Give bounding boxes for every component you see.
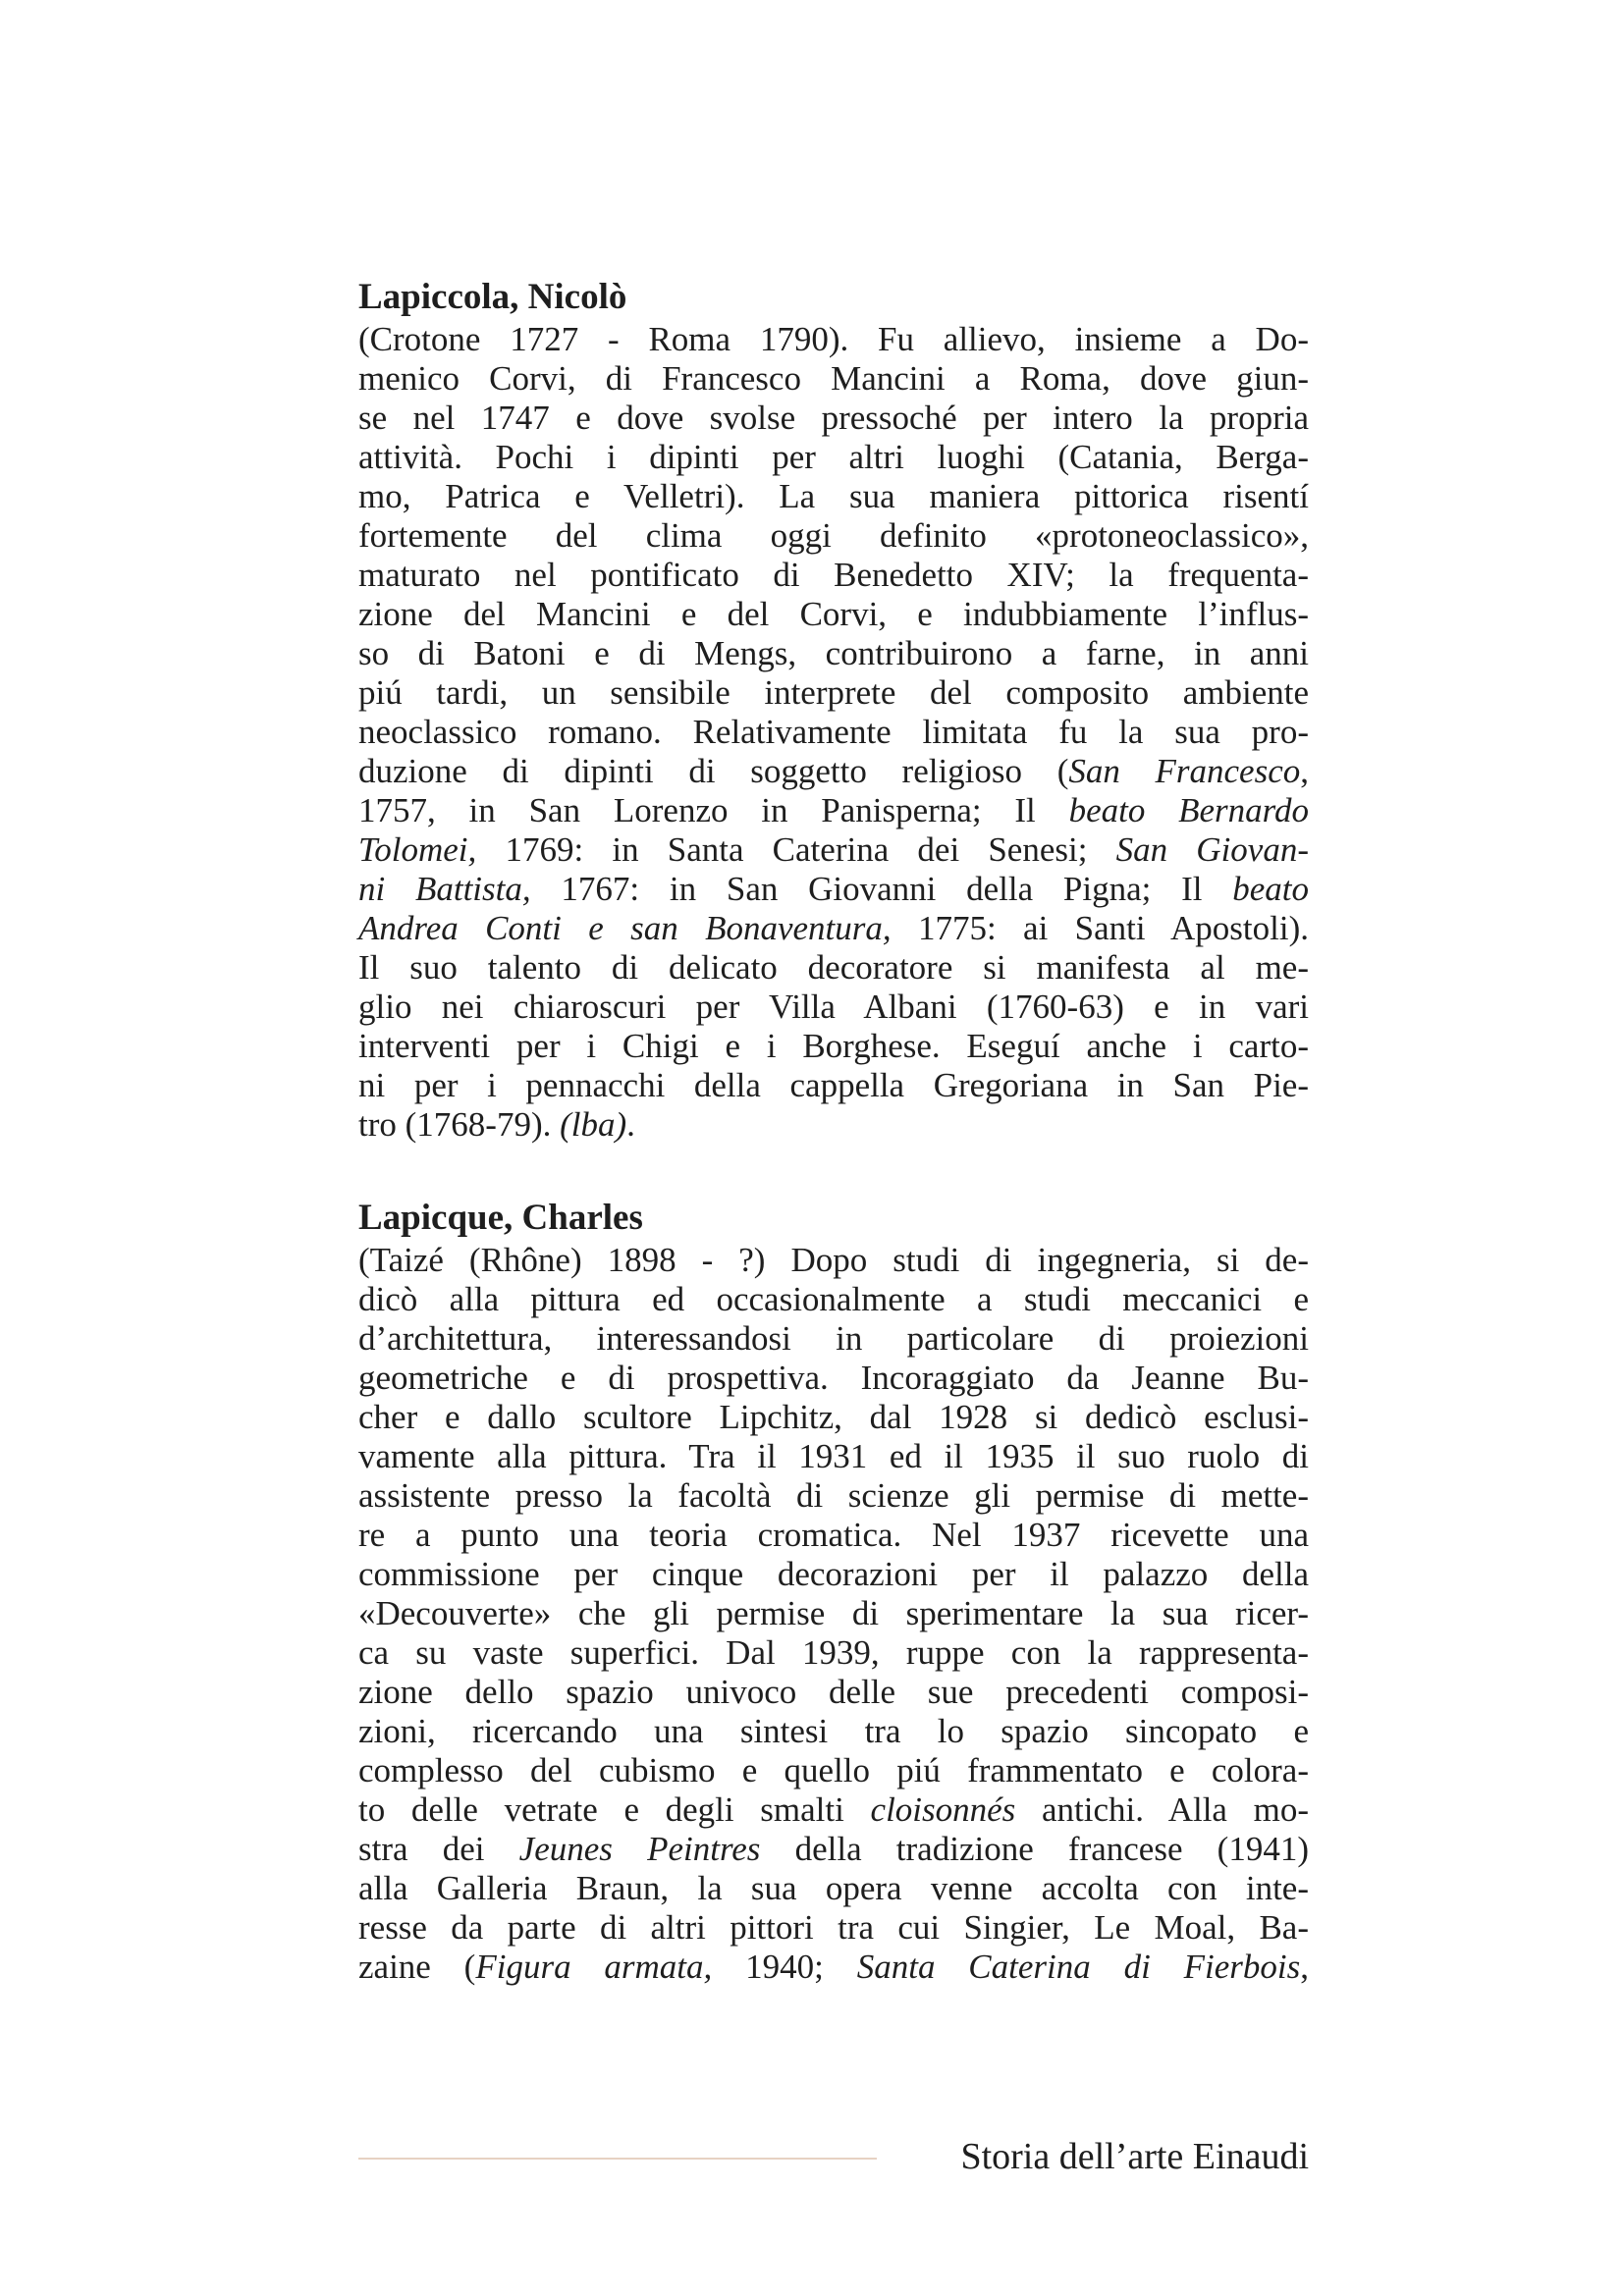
italic-run: San Giovan- [1115,830,1309,869]
text-line [358,359,1309,399]
text-line [358,1790,1309,1830]
text-run: 1767: in San Giovanni della Pigna; Il [530,870,1233,908]
text-run: zione dello spazio univoco delle sue precedenti composi- [358,1673,1309,1711]
text-line [358,1869,1309,1908]
text-run: mo, Patrica e Velletri). La sua maniera pittorica risentí [358,477,1309,515]
text-line [358,1712,1309,1751]
text-line [358,1027,1309,1066]
text-run: duzione di dipinti di soggetto religioso ( [358,752,1069,790]
text-run: zioni, ricercando una sintesi tra lo spazio sincopato e [358,1712,1309,1750]
italic-run: ni Battista, [358,870,531,908]
text-line [358,673,1309,713]
text-run: della tradizione francese (1941) [760,1830,1309,1868]
text-line [358,1908,1309,1948]
text-run: tro (1768-79). [358,1105,561,1144]
text-run: (Taizé (Rhône) 1898 - ?) Dopo studi di ingegneria, si de- [358,1241,1309,1279]
italic-run: Andrea Conti e san Bonaventura, [358,909,892,947]
text-run: vamente alla pittura. Tra il 1931 ed il 1935 il suo ruolo di [358,1437,1309,1475]
text-run: 1940; [712,1948,857,1986]
text-run: alla Galleria Braun, la sua opera venne accolta con inte- [358,1869,1309,1907]
text-line [358,1555,1309,1594]
text-run: assistente presso la facoltà di scienze gli permise di mette- [358,1476,1309,1515]
text-run: zaine ( [358,1948,476,1986]
italic-run: San Francesco [1068,752,1301,790]
text-line [358,1280,1309,1319]
text-run: Il suo talento di delicato decoratore si manifesta al me- [358,948,1309,987]
italic-run: cloisonnés [870,1790,1016,1829]
text-line [358,1594,1309,1633]
text-run: ni per i pennacchi della cappella Gregoriana in San Pie- [358,1066,1309,1104]
text-line [358,1516,1309,1555]
text-run: geometriche e di prospettiva. Incoraggiato da Jeanne Bu- [358,1359,1309,1397]
text-run: se nel 1747 e dove svolse pressoché per intero la propria [358,399,1309,437]
italic-run: Tolomei, [358,830,477,869]
text-run: to delle vetrate e degli smalti [358,1790,871,1829]
text-run: 1757, in San Lorenzo in Panisperna; Il [358,791,1069,829]
text-run: menico Corvi, di Francesco Mancini a Roma, dove giun- [358,359,1309,398]
text-line [358,320,1309,359]
text-run: so di Batoni e di Mengs, contribuirono a farne, in anni [358,634,1309,672]
entry-title: Lapicque, Charles [358,1198,643,1238]
text-run: stra dei [358,1830,519,1868]
text-run: , [1300,1948,1310,1986]
text-line [358,595,1309,634]
text-line [358,1948,1309,1987]
text-run: antichi. Alla mo- [1015,1790,1309,1829]
text-line [358,1319,1309,1359]
text-run: resse da parte di altri pittori tra cui Singier, Le Moal, Ba- [358,1908,1309,1947]
text-line [358,713,1309,752]
text-line [358,1066,1309,1105]
text-line [358,948,1309,988]
text-run: «Decouverte» che gli permise di sperimentare la sua ricer- [358,1594,1309,1632]
text-line [358,634,1309,673]
text-run: ca su vaste superfici. Dal 1939, ruppe con la rappresenta- [358,1633,1309,1672]
text-run: glio nei chiaroscuri per Villa Albani (1760-63) e in vari [358,988,1309,1026]
italic-run: (lba) [560,1105,627,1144]
text-run: re a punto una teoria cromatica. Nel 1937 ricevette una [358,1516,1309,1554]
text-run: fortemente del clima oggi definito «protoneoclassico», [358,516,1309,555]
entry-body [358,320,1309,1145]
footer-rule [358,2158,877,2160]
text-line [358,1673,1309,1712]
text-run: , [1300,752,1309,790]
text-run: cher e dallo scultore Lipchitz, dal 1928 si dedicò esclusi- [358,1398,1309,1436]
text-line [358,1437,1309,1476]
text-run: interventi per i Chigi e i Borghese. Eseguí anche i carto- [358,1027,1309,1065]
entry-body [358,1241,1309,1987]
text-line [358,516,1309,556]
text-line [358,830,1309,870]
italic-run: beato Bernardo [1068,791,1309,829]
text-run: dicò alla pittura ed occasionalmente a studi meccanici e [358,1280,1309,1318]
text-line [358,752,1309,791]
text-line [358,399,1309,438]
text-line [358,1830,1309,1869]
italic-run: Santa Caterina di Fierbois [856,1948,1301,1986]
text-line [358,438,1309,477]
text-run: zione del Mancini e del Corvi, e indubbiamente l’influs- [358,595,1309,633]
italic-run: Figura armata, [475,1948,713,1986]
entry-lapiccola [358,275,1309,1145]
footer-publication-title: Storia dell’arte Einaudi [960,2136,1309,2177]
text-line [358,477,1309,516]
text-line [358,909,1309,948]
text-run: d’architettura, interessandosi in particolare di proiezioni [358,1319,1309,1358]
text-line [358,1476,1309,1516]
text-line [358,791,1309,830]
text-line [358,1241,1309,1280]
page-footer [358,2132,1309,2181]
italic-run: Jeunes Peintres [518,1830,761,1868]
text-run: . [626,1105,635,1144]
entry-title: Lapiccola, Nicolò [358,277,627,317]
text-run: (Crotone 1727 - Roma 1790). Fu allievo, insieme a Do- [358,320,1309,358]
text-line [358,1633,1309,1673]
text-line [358,988,1309,1027]
page-content [358,275,1309,1987]
italic-run: beato [1232,870,1310,908]
text-run: complesso del cubismo e quello piú frammentato e colora- [358,1751,1309,1789]
text-run: piú tardi, un sensibile interprete del composito ambiente [358,673,1309,712]
text-line [358,870,1309,909]
text-run: commissione per cinque decorazioni per il palazzo della [358,1555,1309,1593]
text-run: 1775: ai Santi Apostoli). [891,909,1309,947]
text-run: neoclassico romano. Relativamente limitata fu la sua pro- [358,713,1309,751]
text-line [358,556,1309,595]
text-run: 1769: in Santa Caterina dei Senesi; [476,830,1116,869]
entry-lapicque [358,1196,1309,1987]
text-line [358,1751,1309,1790]
text-line [358,1105,1309,1145]
text-line [358,1398,1309,1437]
text-run: attività. Pochi i dipinti per altri luoghi (Catania, Berga- [358,438,1309,476]
text-run: maturato nel pontificato di Benedetto XIV; la frequenta- [358,556,1309,594]
text-line [358,1359,1309,1398]
